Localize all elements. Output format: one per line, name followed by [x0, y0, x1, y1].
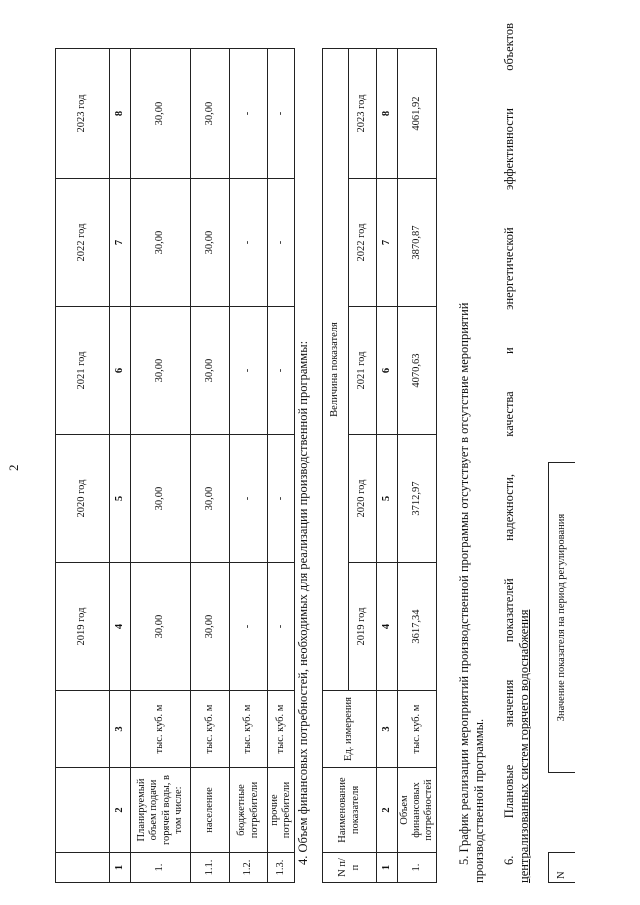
table1-year-cell: 2020 год [56, 435, 110, 563]
table2-col-number: 3 [377, 691, 398, 768]
table2-year-cell: 2022 год [349, 179, 377, 307]
table-row [191, 49, 230, 883]
table1-header-cell-1 [56, 853, 110, 883]
row-number: 1.1. [191, 853, 230, 883]
page-number: 2 [6, 464, 21, 471]
row-value: 30,00 [131, 563, 191, 691]
section6 [502, 23, 532, 883]
row-unit: тыс. куб. м [268, 691, 295, 768]
row-value: - [268, 435, 295, 563]
table2-col-number: 7 [377, 179, 398, 307]
table1-col-number: 7 [110, 179, 131, 307]
table2-year-cell: 2019 год [349, 563, 377, 691]
table1-col-number: 4 [110, 563, 131, 691]
row-number: 1. [398, 853, 437, 883]
table1-year-cell: 2023 год [56, 49, 110, 179]
table1-col-number: 8 [110, 49, 131, 179]
table2-col-number: 8 [377, 48, 398, 178]
row-value: - [230, 435, 268, 563]
row-value: 30,00 [191, 563, 230, 691]
row-value: - [268, 179, 295, 307]
table2-year-cell: 2021 год [349, 307, 377, 435]
table1-year-cell: 2022 год [56, 179, 110, 307]
table2-year-cell: 2023 год [349, 48, 377, 178]
row-value: - [230, 307, 268, 435]
word: Плановые [502, 764, 516, 819]
row-value: 4061,92 [398, 48, 437, 178]
table1-header-cell-2 [56, 768, 110, 853]
water-supply-table [55, 48, 295, 883]
table1-col-number: 1 [110, 853, 131, 883]
row-value: 4070,63 [398, 307, 437, 435]
row-value: 30,00 [191, 49, 230, 179]
row-unit: тыс. куб. м [398, 691, 437, 768]
table1-header-row [56, 49, 110, 883]
word: 6. [502, 855, 516, 865]
row-value: 30,00 [131, 179, 191, 307]
table1-header-cell-3 [56, 691, 110, 768]
table1-col-number: 6 [110, 307, 131, 435]
row-value: 30,00 [191, 307, 230, 435]
table2-number-row [377, 48, 398, 882]
word: значения [502, 679, 516, 728]
row-value: 3870,87 [398, 179, 437, 307]
row-value: - [230, 179, 268, 307]
table2-h-value: Величина показателя [323, 48, 349, 690]
row-value: 30,00 [191, 179, 230, 307]
table1-year-cell: 2021 год [56, 307, 110, 435]
table2-col-number: 1 [377, 853, 398, 883]
word: и [502, 347, 516, 354]
row-unit: тыс. куб. м [131, 691, 191, 768]
table2-h-n: N п/п [323, 853, 377, 883]
row-value: 30,00 [191, 435, 230, 563]
table1-number-row [110, 49, 131, 883]
reliability-table [548, 462, 575, 883]
table-row [398, 48, 437, 882]
table1-col-number: 3 [110, 691, 131, 768]
row-value: 30,00 [131, 49, 191, 179]
word: качества [502, 391, 516, 437]
table2-h-name: Наименование показателя [323, 768, 377, 853]
row-value: - [230, 563, 268, 691]
table2-col-number: 6 [377, 307, 398, 435]
table3-h-value: Значение показателя на период регулирования [549, 463, 575, 773]
row-name: Планируемый объем подачи горячей воды, в том числе: [131, 768, 191, 853]
table-row [131, 49, 191, 883]
table2-h-unit: Ед. измерения [323, 691, 377, 768]
table3-header-row [549, 463, 575, 883]
row-number: 1.3. [268, 853, 295, 883]
table-row [268, 49, 295, 883]
row-value: 3712,97 [398, 435, 437, 563]
section4-title: 4. Объем финансовых потребностей, необходимых для реализации производственной программы: [296, 340, 310, 865]
row-name: прочие потребители [268, 768, 295, 853]
table2-header-row [323, 48, 349, 882]
table1-col-number: 2 [110, 768, 131, 853]
row-name: Объем финансовых потребностей [398, 768, 437, 853]
table3-h-blank [549, 773, 575, 853]
section5 [457, 25, 487, 883]
row-value: 30,00 [131, 307, 191, 435]
row-value: - [268, 307, 295, 435]
row-value: 3617,34 [398, 563, 437, 691]
table2-year-cell: 2020 год [349, 435, 377, 563]
section6-line2: централизованных систем горячего водоснабжения [517, 609, 531, 883]
word: показателей [502, 578, 516, 643]
row-unit: тыс. куб. м [230, 691, 268, 768]
table2-col-number: 5 [377, 435, 398, 563]
table1-year-cell: 2019 год [56, 563, 110, 691]
word: объектов [502, 23, 516, 71]
row-number: 1. [131, 853, 191, 883]
word: надежности, [502, 474, 516, 541]
row-number: 1.2. [230, 853, 268, 883]
row-name: население [191, 768, 230, 853]
table-row [230, 49, 268, 883]
financial-needs-table [322, 48, 437, 883]
table2-col-number: 4 [377, 563, 398, 691]
table3-h-n: N [549, 853, 575, 883]
word: энергетической [502, 227, 516, 310]
row-value: - [268, 563, 295, 691]
table2-col-number: 2 [377, 768, 398, 853]
word: эффективности [502, 108, 516, 190]
section6-line1 [502, 23, 517, 865]
table1-col-number: 5 [110, 435, 131, 563]
section5-line2: производственной программы. [472, 718, 486, 883]
row-name: бюджетные потребители [230, 768, 268, 853]
row-value: 30,00 [131, 435, 191, 563]
row-unit: тыс. куб. м [191, 691, 230, 768]
row-value: - [268, 49, 295, 179]
section5-line1: 5. График реализации мероприятий производственной программы отсутствует в отсутствие мероприятий [457, 302, 471, 865]
row-value: - [230, 49, 268, 179]
